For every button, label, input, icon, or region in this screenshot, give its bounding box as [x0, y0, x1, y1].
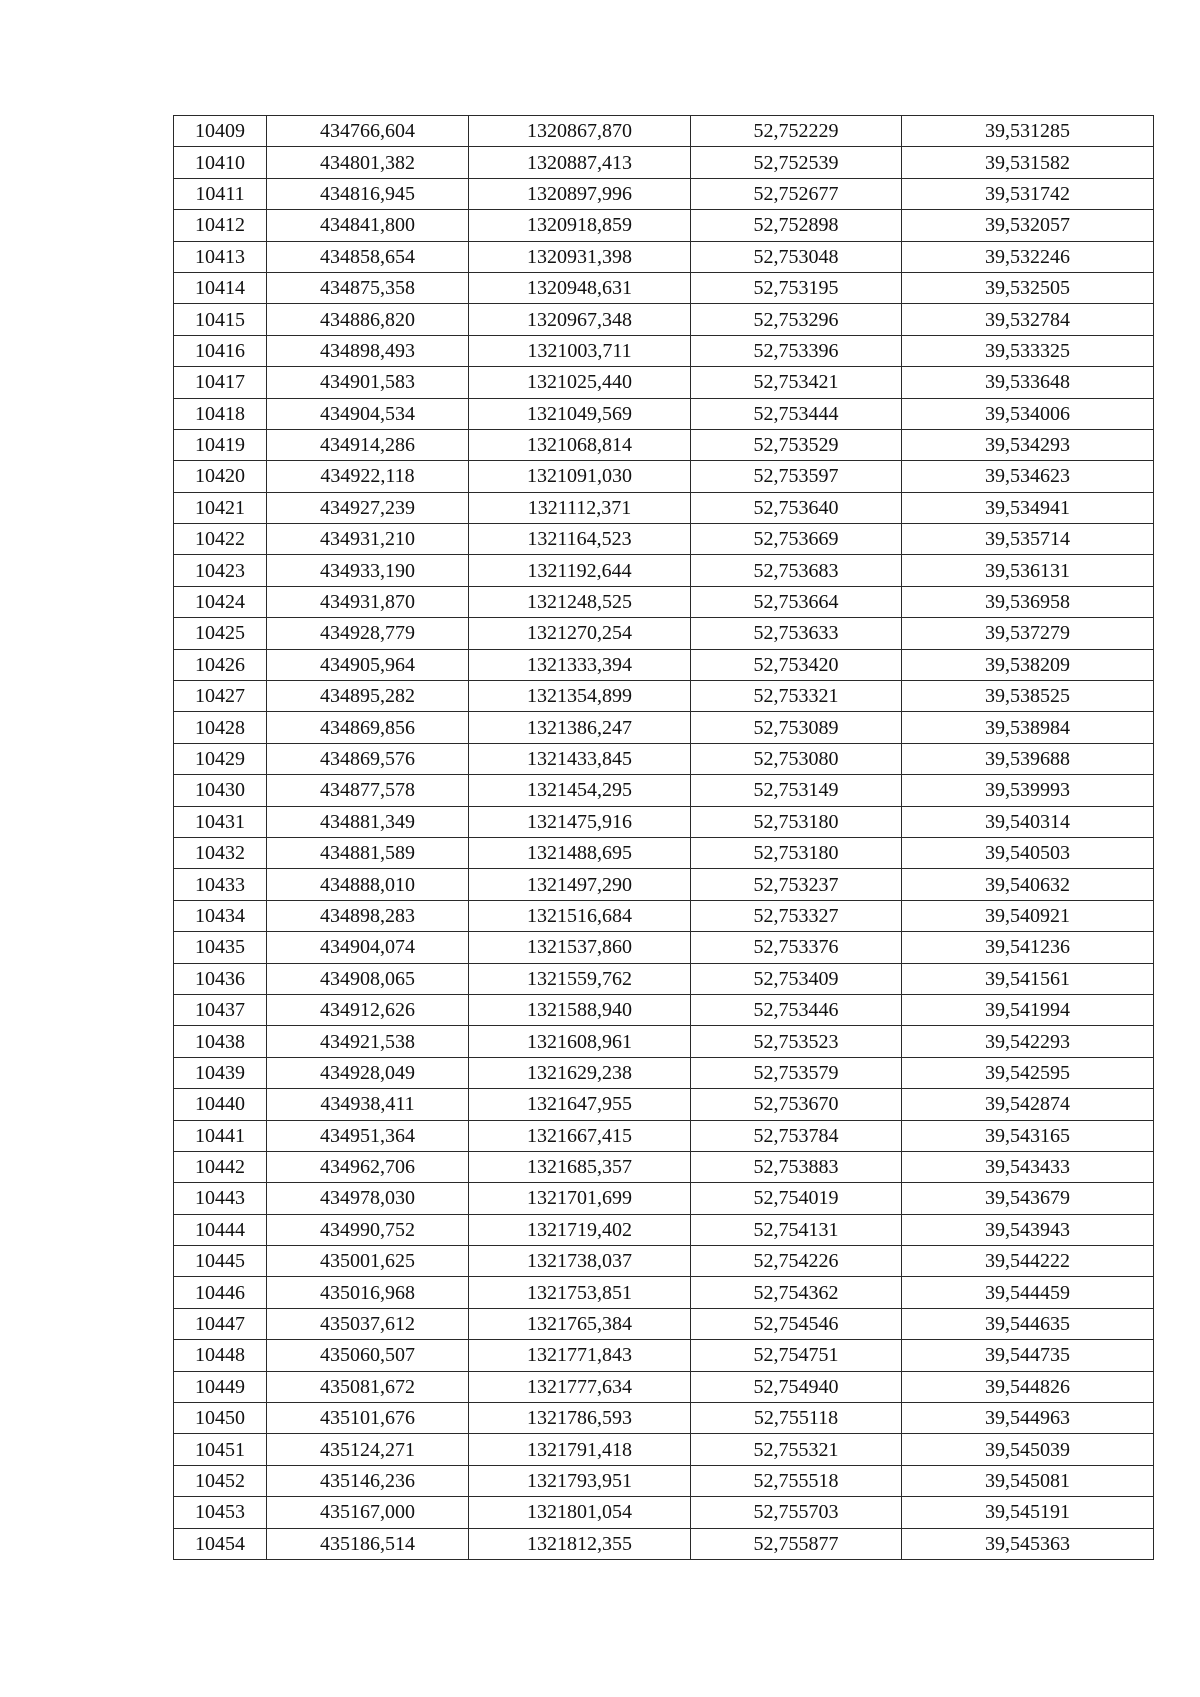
latitude-cell: 52,753670	[691, 1089, 902, 1120]
point-number-cell: 10413	[174, 241, 267, 272]
latitude-cell: 52,755877	[691, 1528, 902, 1559]
latitude-cell: 52,754751	[691, 1340, 902, 1371]
longitude-cell: 39,540314	[902, 806, 1154, 837]
point-number-cell: 10438	[174, 1026, 267, 1057]
x-coordinate-cell: 434904,534	[267, 398, 469, 429]
point-number-cell: 10430	[174, 775, 267, 806]
x-coordinate-cell: 435060,507	[267, 1340, 469, 1371]
point-number-cell: 10434	[174, 900, 267, 931]
longitude-cell: 39,542595	[902, 1057, 1154, 1088]
y-coordinate-cell: 1321647,955	[469, 1089, 691, 1120]
y-coordinate-cell: 1321701,699	[469, 1183, 691, 1214]
point-number-cell: 10451	[174, 1434, 267, 1465]
x-coordinate-cell: 434905,964	[267, 649, 469, 680]
x-coordinate-cell: 435016,968	[267, 1277, 469, 1308]
latitude-cell: 52,752229	[691, 116, 902, 147]
y-coordinate-cell: 1321559,762	[469, 963, 691, 994]
y-coordinate-cell: 1321354,899	[469, 681, 691, 712]
point-number-cell: 10452	[174, 1465, 267, 1496]
longitude-cell: 39,532784	[902, 304, 1154, 335]
y-coordinate-cell: 1321786,593	[469, 1403, 691, 1434]
y-coordinate-cell: 1321771,843	[469, 1340, 691, 1371]
point-number-cell: 10442	[174, 1151, 267, 1182]
x-coordinate-cell: 434888,010	[267, 869, 469, 900]
table-row	[174, 618, 1154, 649]
table-row	[174, 1371, 1154, 1402]
table-row	[174, 524, 1154, 555]
table-row	[174, 1434, 1154, 1465]
latitude-cell: 52,755118	[691, 1403, 902, 1434]
y-coordinate-cell: 1321765,384	[469, 1308, 691, 1339]
y-coordinate-cell: 1321537,860	[469, 932, 691, 963]
table-row	[174, 1403, 1154, 1434]
y-coordinate-cell: 1321025,440	[469, 367, 691, 398]
latitude-cell: 52,753296	[691, 304, 902, 335]
x-coordinate-cell: 434898,283	[267, 900, 469, 931]
y-coordinate-cell: 1321475,916	[469, 806, 691, 837]
x-coordinate-cell: 434841,800	[267, 210, 469, 241]
table-row	[174, 429, 1154, 460]
latitude-cell: 52,754362	[691, 1277, 902, 1308]
table-row	[174, 461, 1154, 492]
point-number-cell: 10418	[174, 398, 267, 429]
x-coordinate-cell: 434901,583	[267, 367, 469, 398]
latitude-cell: 52,754131	[691, 1214, 902, 1245]
latitude-cell: 52,753180	[691, 806, 902, 837]
longitude-cell: 39,544826	[902, 1371, 1154, 1402]
latitude-cell: 52,754546	[691, 1308, 902, 1339]
point-number-cell: 10431	[174, 806, 267, 837]
latitude-cell: 52,755518	[691, 1465, 902, 1496]
longitude-cell: 39,543679	[902, 1183, 1154, 1214]
table-row	[174, 1057, 1154, 1088]
latitude-cell: 52,753579	[691, 1057, 902, 1088]
longitude-cell: 39,545191	[902, 1497, 1154, 1528]
point-number-cell: 10450	[174, 1403, 267, 1434]
point-number-cell: 10425	[174, 618, 267, 649]
x-coordinate-cell: 434869,576	[267, 743, 469, 774]
y-coordinate-cell: 1320918,859	[469, 210, 691, 241]
point-number-cell: 10423	[174, 555, 267, 586]
y-coordinate-cell: 1321791,418	[469, 1434, 691, 1465]
latitude-cell: 52,752898	[691, 210, 902, 241]
point-number-cell: 10427	[174, 681, 267, 712]
y-coordinate-cell: 1321248,525	[469, 586, 691, 617]
table-row	[174, 1528, 1154, 1559]
latitude-cell: 52,753409	[691, 963, 902, 994]
longitude-cell: 39,545363	[902, 1528, 1154, 1559]
point-number-cell: 10443	[174, 1183, 267, 1214]
latitude-cell: 52,753529	[691, 429, 902, 460]
table-row	[174, 743, 1154, 774]
y-coordinate-cell: 1321777,634	[469, 1371, 691, 1402]
longitude-cell: 39,545081	[902, 1465, 1154, 1496]
y-coordinate-cell: 1320897,996	[469, 178, 691, 209]
latitude-cell: 52,753444	[691, 398, 902, 429]
longitude-cell: 39,539688	[902, 743, 1154, 774]
longitude-cell: 39,531582	[902, 147, 1154, 178]
point-number-cell: 10453	[174, 1497, 267, 1528]
table-row	[174, 712, 1154, 743]
longitude-cell: 39,540632	[902, 869, 1154, 900]
longitude-cell: 39,540921	[902, 900, 1154, 931]
x-coordinate-cell: 434898,493	[267, 335, 469, 366]
x-coordinate-cell: 435124,271	[267, 1434, 469, 1465]
latitude-cell: 52,755703	[691, 1497, 902, 1528]
y-coordinate-cell: 1320887,413	[469, 147, 691, 178]
y-coordinate-cell: 1321488,695	[469, 837, 691, 868]
x-coordinate-cell: 434766,604	[267, 116, 469, 147]
table-row	[174, 178, 1154, 209]
y-coordinate-cell: 1321454,295	[469, 775, 691, 806]
longitude-cell: 39,543165	[902, 1120, 1154, 1151]
y-coordinate-cell: 1321091,030	[469, 461, 691, 492]
latitude-cell: 52,753446	[691, 994, 902, 1025]
longitude-cell: 39,544635	[902, 1308, 1154, 1339]
point-number-cell: 10410	[174, 147, 267, 178]
latitude-cell: 52,753669	[691, 524, 902, 555]
latitude-cell: 52,753180	[691, 837, 902, 868]
y-coordinate-cell: 1321719,402	[469, 1214, 691, 1245]
table-row	[174, 1026, 1154, 1057]
point-number-cell: 10416	[174, 335, 267, 366]
longitude-cell: 39,532246	[902, 241, 1154, 272]
longitude-cell: 39,538525	[902, 681, 1154, 712]
longitude-cell: 39,533325	[902, 335, 1154, 366]
table-row	[174, 586, 1154, 617]
x-coordinate-cell: 434904,074	[267, 932, 469, 963]
x-coordinate-cell: 434816,945	[267, 178, 469, 209]
longitude-cell: 39,542293	[902, 1026, 1154, 1057]
x-coordinate-cell: 434922,118	[267, 461, 469, 492]
table-row	[174, 1340, 1154, 1371]
longitude-cell: 39,538209	[902, 649, 1154, 680]
point-number-cell: 10454	[174, 1528, 267, 1559]
point-number-cell: 10415	[174, 304, 267, 335]
x-coordinate-cell: 434951,364	[267, 1120, 469, 1151]
point-number-cell: 10439	[174, 1057, 267, 1088]
y-coordinate-cell: 1321068,814	[469, 429, 691, 460]
x-coordinate-cell: 434801,382	[267, 147, 469, 178]
y-coordinate-cell: 1321516,684	[469, 900, 691, 931]
x-coordinate-cell: 434962,706	[267, 1151, 469, 1182]
table-row	[174, 116, 1154, 147]
table-row	[174, 900, 1154, 931]
x-coordinate-cell: 434990,752	[267, 1214, 469, 1245]
table-row	[174, 1120, 1154, 1151]
x-coordinate-cell: 434931,210	[267, 524, 469, 555]
y-coordinate-cell: 1321192,644	[469, 555, 691, 586]
x-coordinate-cell: 434914,286	[267, 429, 469, 460]
x-coordinate-cell: 434978,030	[267, 1183, 469, 1214]
longitude-cell: 39,539993	[902, 775, 1154, 806]
coordinates-table	[173, 115, 1154, 1560]
longitude-cell: 39,534623	[902, 461, 1154, 492]
point-number-cell: 10419	[174, 429, 267, 460]
y-coordinate-cell: 1321003,711	[469, 335, 691, 366]
longitude-cell: 39,540503	[902, 837, 1154, 868]
table-row	[174, 367, 1154, 398]
point-number-cell: 10411	[174, 178, 267, 209]
latitude-cell: 52,753080	[691, 743, 902, 774]
x-coordinate-cell: 434886,820	[267, 304, 469, 335]
y-coordinate-cell: 1321793,951	[469, 1465, 691, 1496]
latitude-cell: 52,753376	[691, 932, 902, 963]
point-number-cell: 10412	[174, 210, 267, 241]
table-row	[174, 304, 1154, 335]
y-coordinate-cell: 1320931,398	[469, 241, 691, 272]
longitude-cell: 39,531285	[902, 116, 1154, 147]
table-row	[174, 1089, 1154, 1120]
y-coordinate-cell: 1321112,371	[469, 492, 691, 523]
latitude-cell: 52,752539	[691, 147, 902, 178]
table-row	[174, 837, 1154, 868]
latitude-cell: 52,752677	[691, 178, 902, 209]
table-row	[174, 1151, 1154, 1182]
longitude-cell: 39,535714	[902, 524, 1154, 555]
table-row	[174, 335, 1154, 366]
x-coordinate-cell: 434881,589	[267, 837, 469, 868]
longitude-cell: 39,533648	[902, 367, 1154, 398]
longitude-cell: 39,532057	[902, 210, 1154, 241]
point-number-cell: 10448	[174, 1340, 267, 1371]
point-number-cell: 10429	[174, 743, 267, 774]
x-coordinate-cell: 434938,411	[267, 1089, 469, 1120]
latitude-cell: 52,753597	[691, 461, 902, 492]
longitude-cell: 39,536131	[902, 555, 1154, 586]
y-coordinate-cell: 1321753,851	[469, 1277, 691, 1308]
x-coordinate-cell: 435146,236	[267, 1465, 469, 1496]
y-coordinate-cell: 1321049,569	[469, 398, 691, 429]
point-number-cell: 10420	[174, 461, 267, 492]
longitude-cell: 39,534293	[902, 429, 1154, 460]
y-coordinate-cell: 1320867,870	[469, 116, 691, 147]
latitude-cell: 52,753883	[691, 1151, 902, 1182]
y-coordinate-cell: 1321164,523	[469, 524, 691, 555]
x-coordinate-cell: 434928,049	[267, 1057, 469, 1088]
y-coordinate-cell: 1321738,037	[469, 1246, 691, 1277]
longitude-cell: 39,544735	[902, 1340, 1154, 1371]
y-coordinate-cell: 1321629,238	[469, 1057, 691, 1088]
y-coordinate-cell: 1320967,348	[469, 304, 691, 335]
latitude-cell: 52,753396	[691, 335, 902, 366]
longitude-cell: 39,542874	[902, 1089, 1154, 1120]
x-coordinate-cell: 434881,349	[267, 806, 469, 837]
x-coordinate-cell: 434908,065	[267, 963, 469, 994]
y-coordinate-cell: 1321812,355	[469, 1528, 691, 1559]
table-row	[174, 775, 1154, 806]
table-row	[174, 681, 1154, 712]
latitude-cell: 52,754226	[691, 1246, 902, 1277]
table-row	[174, 272, 1154, 303]
longitude-cell: 39,541236	[902, 932, 1154, 963]
point-number-cell: 10435	[174, 932, 267, 963]
point-number-cell: 10409	[174, 116, 267, 147]
point-number-cell: 10437	[174, 994, 267, 1025]
y-coordinate-cell: 1321667,415	[469, 1120, 691, 1151]
longitude-cell: 39,532505	[902, 272, 1154, 303]
latitude-cell: 52,753664	[691, 586, 902, 617]
point-number-cell: 10414	[174, 272, 267, 303]
latitude-cell: 52,753784	[691, 1120, 902, 1151]
point-number-cell: 10422	[174, 524, 267, 555]
longitude-cell: 39,544459	[902, 1277, 1154, 1308]
latitude-cell: 52,753195	[691, 272, 902, 303]
longitude-cell: 39,531742	[902, 178, 1154, 209]
latitude-cell: 52,753089	[691, 712, 902, 743]
point-number-cell: 10428	[174, 712, 267, 743]
table-row	[174, 398, 1154, 429]
longitude-cell: 39,536958	[902, 586, 1154, 617]
latitude-cell: 52,755321	[691, 1434, 902, 1465]
table-row	[174, 1497, 1154, 1528]
longitude-cell: 39,537279	[902, 618, 1154, 649]
longitude-cell: 39,534006	[902, 398, 1154, 429]
table-row	[174, 963, 1154, 994]
x-coordinate-cell: 434858,654	[267, 241, 469, 272]
y-coordinate-cell: 1321801,054	[469, 1497, 691, 1528]
point-number-cell: 10449	[174, 1371, 267, 1402]
x-coordinate-cell: 435167,000	[267, 1497, 469, 1528]
longitude-cell: 39,543433	[902, 1151, 1154, 1182]
longitude-cell: 39,544222	[902, 1246, 1154, 1277]
table-row	[174, 241, 1154, 272]
latitude-cell: 52,753149	[691, 775, 902, 806]
point-number-cell: 10436	[174, 963, 267, 994]
x-coordinate-cell: 434928,779	[267, 618, 469, 649]
longitude-cell: 39,545039	[902, 1434, 1154, 1465]
y-coordinate-cell: 1321685,357	[469, 1151, 691, 1182]
point-number-cell: 10424	[174, 586, 267, 617]
table-row	[174, 147, 1154, 178]
longitude-cell: 39,541561	[902, 963, 1154, 994]
x-coordinate-cell: 435101,676	[267, 1403, 469, 1434]
point-number-cell: 10447	[174, 1308, 267, 1339]
table-row	[174, 1246, 1154, 1277]
table-row	[174, 1183, 1154, 1214]
y-coordinate-cell: 1320948,631	[469, 272, 691, 303]
table-row	[174, 1308, 1154, 1339]
x-coordinate-cell: 434912,626	[267, 994, 469, 1025]
y-coordinate-cell: 1321608,961	[469, 1026, 691, 1057]
x-coordinate-cell: 434869,856	[267, 712, 469, 743]
point-number-cell: 10441	[174, 1120, 267, 1151]
y-coordinate-cell: 1321386,247	[469, 712, 691, 743]
table-row	[174, 649, 1154, 680]
point-number-cell: 10417	[174, 367, 267, 398]
x-coordinate-cell: 434927,239	[267, 492, 469, 523]
table-row	[174, 1277, 1154, 1308]
latitude-cell: 52,753048	[691, 241, 902, 272]
table-row	[174, 1214, 1154, 1245]
point-number-cell: 10446	[174, 1277, 267, 1308]
x-coordinate-cell: 435186,514	[267, 1528, 469, 1559]
y-coordinate-cell: 1321270,254	[469, 618, 691, 649]
longitude-cell: 39,543943	[902, 1214, 1154, 1245]
x-coordinate-cell: 434931,870	[267, 586, 469, 617]
y-coordinate-cell: 1321433,845	[469, 743, 691, 774]
x-coordinate-cell: 434875,358	[267, 272, 469, 303]
point-number-cell: 10445	[174, 1246, 267, 1277]
latitude-cell: 52,753633	[691, 618, 902, 649]
point-number-cell: 10444	[174, 1214, 267, 1245]
table-row	[174, 210, 1154, 241]
latitude-cell: 52,753420	[691, 649, 902, 680]
latitude-cell: 52,754940	[691, 1371, 902, 1402]
latitude-cell: 52,753523	[691, 1026, 902, 1057]
latitude-cell: 52,753683	[691, 555, 902, 586]
x-coordinate-cell: 434921,538	[267, 1026, 469, 1057]
table-body	[174, 116, 1154, 1560]
point-number-cell: 10440	[174, 1089, 267, 1120]
y-coordinate-cell: 1321333,394	[469, 649, 691, 680]
longitude-cell: 39,544963	[902, 1403, 1154, 1434]
table-row	[174, 1465, 1154, 1496]
longitude-cell: 39,534941	[902, 492, 1154, 523]
x-coordinate-cell: 435001,625	[267, 1246, 469, 1277]
point-number-cell: 10421	[174, 492, 267, 523]
table-row	[174, 555, 1154, 586]
latitude-cell: 52,753421	[691, 367, 902, 398]
table-row	[174, 806, 1154, 837]
x-coordinate-cell: 434877,578	[267, 775, 469, 806]
latitude-cell: 52,754019	[691, 1183, 902, 1214]
x-coordinate-cell: 434895,282	[267, 681, 469, 712]
x-coordinate-cell: 435081,672	[267, 1371, 469, 1402]
y-coordinate-cell: 1321497,290	[469, 869, 691, 900]
latitude-cell: 52,753321	[691, 681, 902, 712]
longitude-cell: 39,538984	[902, 712, 1154, 743]
table-row	[174, 869, 1154, 900]
table-row	[174, 492, 1154, 523]
point-number-cell: 10433	[174, 869, 267, 900]
y-coordinate-cell: 1321588,940	[469, 994, 691, 1025]
longitude-cell: 39,541994	[902, 994, 1154, 1025]
x-coordinate-cell: 434933,190	[267, 555, 469, 586]
latitude-cell: 52,753640	[691, 492, 902, 523]
latitude-cell: 52,753237	[691, 869, 902, 900]
point-number-cell: 10426	[174, 649, 267, 680]
latitude-cell: 52,753327	[691, 900, 902, 931]
table-row	[174, 932, 1154, 963]
table-row	[174, 994, 1154, 1025]
x-coordinate-cell: 435037,612	[267, 1308, 469, 1339]
point-number-cell: 10432	[174, 837, 267, 868]
